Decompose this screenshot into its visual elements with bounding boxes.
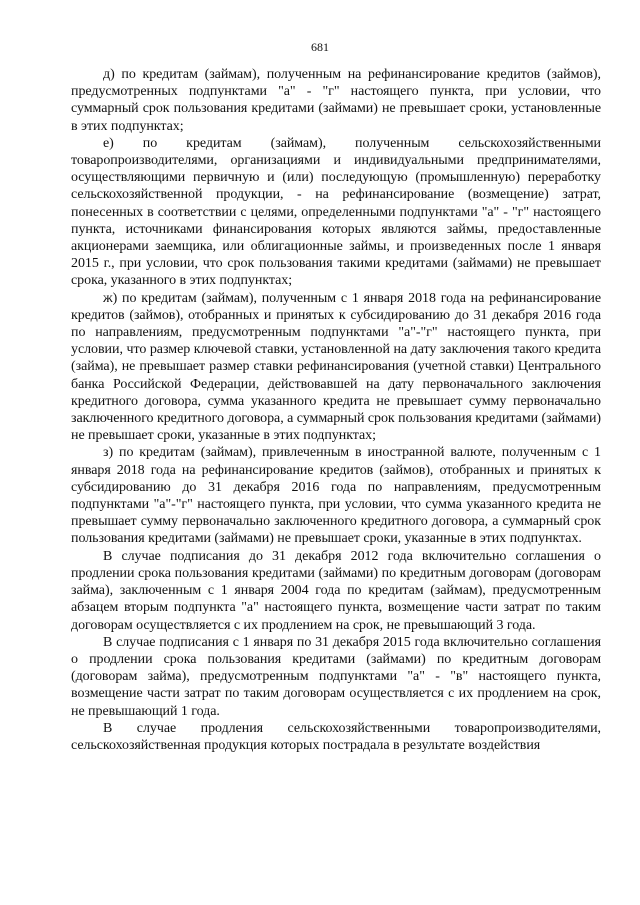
paragraph-subitem-zh: ж) по кредитам (займам), полученным с 1 января 2018 года на рефинансирование кредитов (займов), отобранных и принятых к субсидированию до 31 декабря 2016 года по направлениям, предусмотренным подпунктами "а"-"г" настоящего пункта, при условии, что размер ключевой ставки, установленной на дату заключения такого кредита (займа), не превышает размер ставки рефинансирования (учетной ставки) Центрального банка Российской Федерации, действовавшей на дату первоначального заключения кредитного договора, сумма указанного кредита не превышает сумму первоначально заключенного кредитного договора, а суммарный срок пользования кредитами (займами) не превышает сроки, указанные в этих подпунктах; <box>71 290 601 444</box>
page-number: 681 <box>311 40 329 54</box>
document-body <box>71 66 601 754</box>
paragraph-extension-2012: В случае подписания до 31 декабря 2012 года включительно соглашения о продлении срока пользования кредитами (займами) по кредитным договорам (договорам займа), заключенным с 1 января 2004 года по кредитам (займам), предусмотренным абзацем вторым подпункта "а" настоящего пункта, возмещение части затрат по таким договорам осуществляется с их продлением на срок, не превышающий 3 года. <box>71 548 601 633</box>
paragraph-subitem-e: е) по кредитам (займам), полученным сельскохозяйственными товаропроизводителями, организациями и индивидуальными предпринимателями, осуществляющими первичную и (или) последующую (промышленную) переработку сельскохозяйственной продукции, - на рефинансирование (возмещение) затрат, понесенных в соответствии с целями, определенными подпунктами "а" - "г" настоящего пункта, источниками финансирования которых являются займы, предоставленные акционерами заемщика, или облигационные займы, и произведенных после 1 января 2015 г., при условии, что срок пользования такими кредитами (займами) не превышает срока, указанного в этих подпунктах; <box>71 135 601 289</box>
paragraph-subitem-d: д) по кредитам (займам), полученным на рефинансирование кредитов (займов), предусмотренных подпунктами "а" - "г" настоящего пункта, при условии, что суммарный срок пользования кредитами (займами) не превышает сроки, установленные в этих подпунктах; <box>71 67 601 134</box>
paragraph-subitem-z: з) по кредитам (займам), привлеченным в иностранной валюте, полученным с 1 января 2018 года на рефинансирование кредитов (займов), отобранных и принятых к субсидированию до 31 декабря 2016 года по направлениям, предусмотренным подпунктами "а"-"г" настоящего пункта, при условии, что сумма указанного кредита не превышает сумму первоначально заключенного кредитного договора, а суммарный срок пользования кредитами (займами) не превышает сроки, указанные в этих подпунктах. <box>71 445 601 547</box>
paragraph-extension-2015: В случае подписания с 1 января по 31 декабря 2015 года включительно соглашения о продлении срока пользования кредитами (займами) по кредитным договорам (договорам займа), предусмотренным подпунктами "а" - "в" настоящего пункта, возмещение части затрат по таким договорам осуществляется с их продлением на срок, не превышающий 1 года. <box>71 634 601 719</box>
paragraph-extension-affected: В случае продления сельскохозяйственными товаропроизводителями, сельскохозяйственная продукция которых пострадала в результате воздействия <box>71 720 601 753</box>
